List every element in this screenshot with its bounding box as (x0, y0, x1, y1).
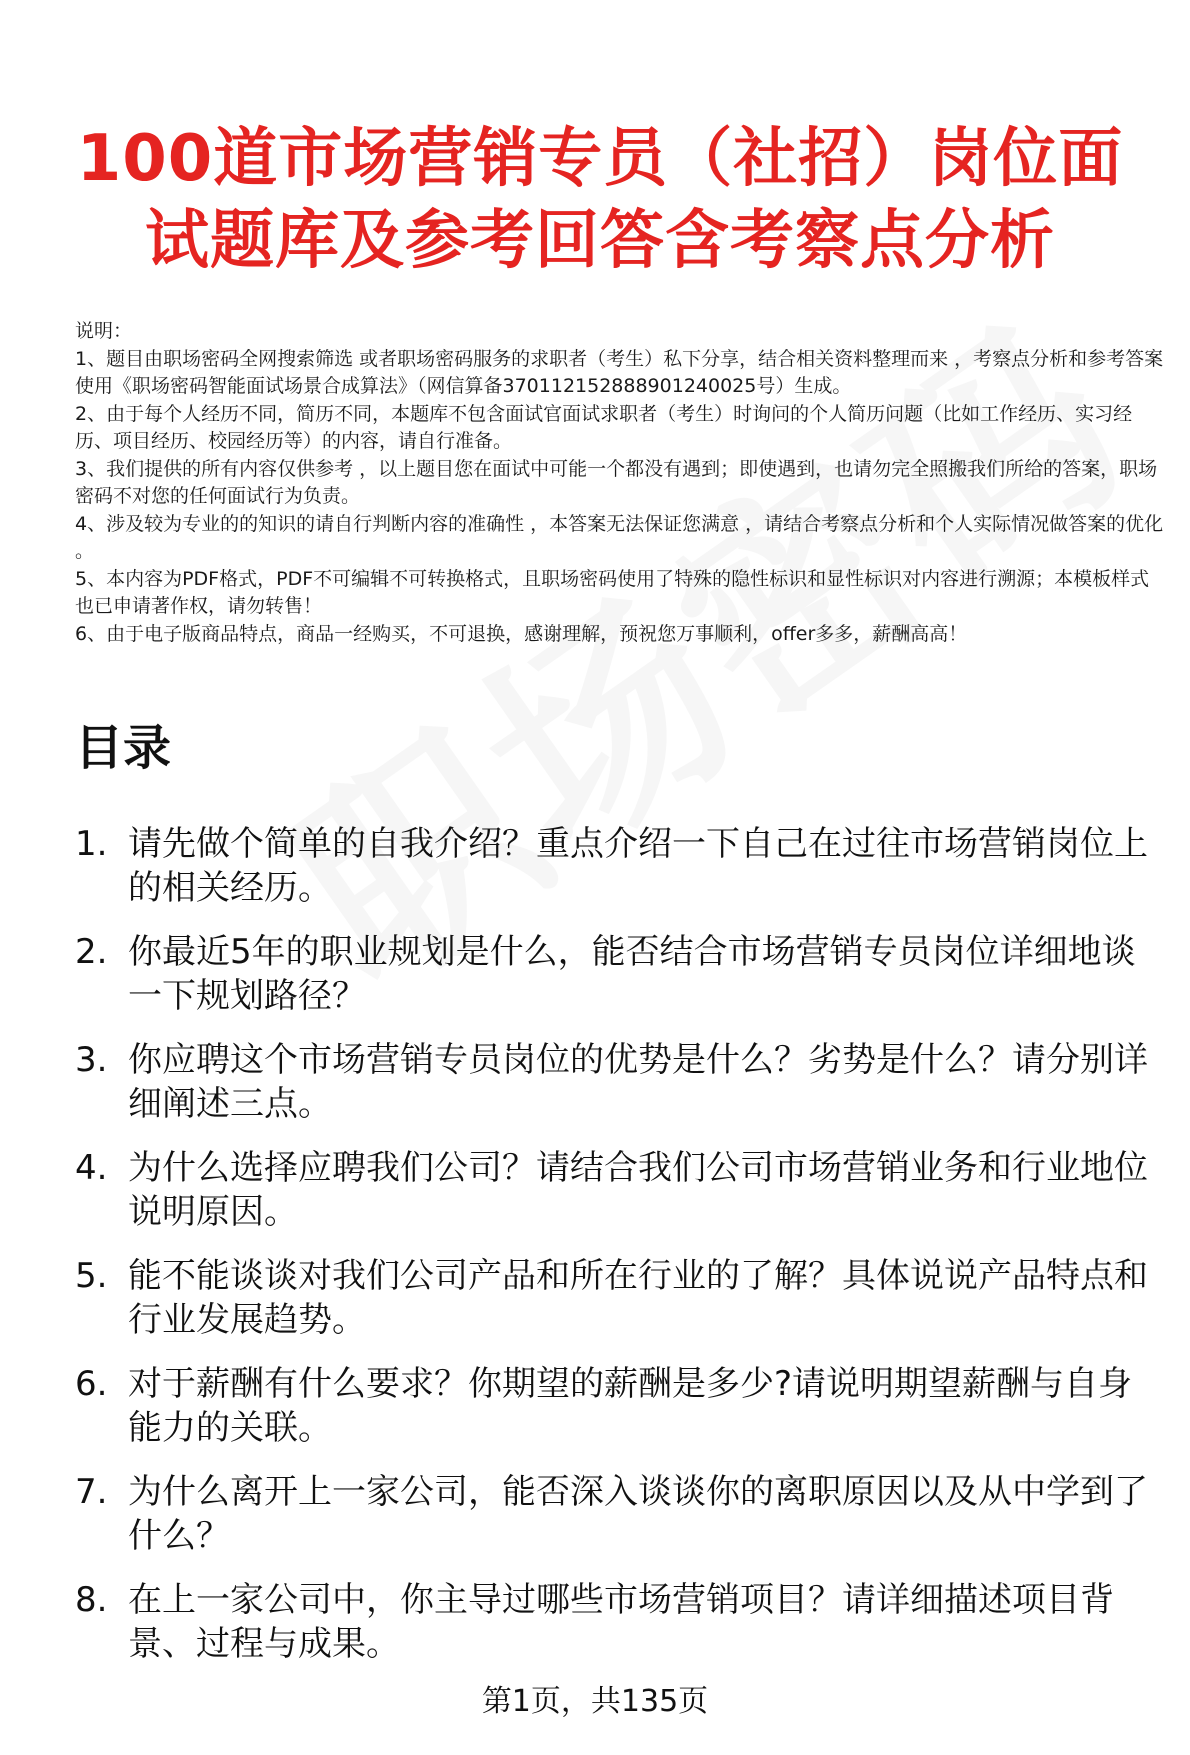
toc-item[interactable] (75, 930, 1165, 1018)
note-item-2: 2、由于每个人经历不同，简历不同，本题库不包含面试官面试求职者（考生）时询问的个人简历问题（比如工作经历、实习经历、项目经历、校园经历等）的内容，请自行准备。 (75, 402, 1133, 452)
note-item-3: 3、我们提供的所有内容仅供参考 ，以上题目您在面试中可能一个都没有遇到；即使遇到，也请勿完全照搬我们所给的答案，职场密码不对您的任何面试行为负责。 (75, 457, 1158, 507)
toc-item-number: 5. (75, 1256, 108, 1296)
note-item-4: 4、涉及较为专业的的知识的请自行判断内容的准确性 ，本答案无法保证您满意 ，请结合考察点分析和个人实际情况做答案的优化 。 (75, 512, 1164, 562)
toc-item[interactable] (75, 1038, 1165, 1126)
note-item-5: 5、本内容为PDF格式，PDF不可编辑不可转换格式，且职场密码使用了特殊的隐性标识和显性标识对内容进行溯源；本模板样式也已申请著作权，请勿转售！ (75, 567, 1150, 617)
toc-item-text: 能不能谈谈对我们公司产品和所在行业的了解？具体说说产品特点和行业发展趋势。 (128, 1256, 1148, 1340)
toc-list (75, 822, 1165, 1686)
toc-item-number: 2. (75, 932, 108, 972)
toc-item-number: 3. (75, 1040, 108, 1080)
toc-heading: 目录 (75, 720, 172, 776)
toc-item[interactable] (75, 1146, 1165, 1234)
toc-item-text: 在上一家公司中，你主导过哪些市场营销项目？请详细描述项目背景、过程与成果。 (128, 1580, 1114, 1664)
document-title (60, 118, 1140, 282)
note-item-1: 1、题目由职场密码全网搜索筛选 或者职场密码服务的求职者（考生）私下分享，结合相关资料整理而来 ，考察点分析和参考答案使用《职场密码智能面试场景合成算法》（网信算备370112152888901240025号）生成。 (75, 347, 1164, 397)
toc-item-text: 为什么离开上一家公司，能否深入谈谈你的离职原因以及从中学到了什么？ (128, 1472, 1148, 1556)
toc-item[interactable] (75, 1470, 1165, 1558)
note-item-6: 6、由于电子版商品特点，商品一经购买，不可退换，感谢理解，预祝您万事顺利，offer多多，薪酬高高！ (75, 622, 968, 645)
toc-item[interactable] (75, 1578, 1165, 1666)
toc-item-number: 1. (75, 824, 108, 864)
toc-item[interactable] (75, 822, 1165, 910)
title-line-2: 试题库及参考回答含考察点分析 (145, 204, 1055, 278)
toc-item-number: 6. (75, 1364, 108, 1404)
title-line-1: 100道市场营销专员（社招）岗位面 (76, 122, 1124, 196)
toc-item-text: 请先做个简单的自我介绍？重点介绍一下自己在过往市场营销岗位上的相关经历。 (128, 824, 1148, 908)
toc-item-text: 你应聘这个市场营销专员岗位的优势是什么？劣势是什么？请分别详细阐述三点。 (128, 1040, 1148, 1124)
toc-item-text: 对于薪酬有什么要求？你期望的薪酬是多少?请说明期望薪酬与自身能力的关联。 (128, 1364, 1133, 1448)
toc-item[interactable] (75, 1254, 1165, 1342)
toc-item-text: 为什么选择应聘我们公司？请结合我们公司市场营销业务和行业地位说明原因。 (128, 1148, 1148, 1232)
toc-item-text: 你最近5年的职业规划是什么，能否结合市场营销专员岗位详细地谈一下规划路径？ (128, 932, 1136, 1016)
toc-item-number: 8. (75, 1580, 108, 1620)
page-number: 第1页，共135页 (481, 1684, 709, 1719)
toc-item-number: 4. (75, 1148, 108, 1188)
instructions-block (75, 318, 1165, 648)
notes-heading: 说明： (75, 320, 133, 342)
toc-item[interactable] (75, 1362, 1165, 1450)
toc-item-number: 7. (75, 1472, 108, 1512)
